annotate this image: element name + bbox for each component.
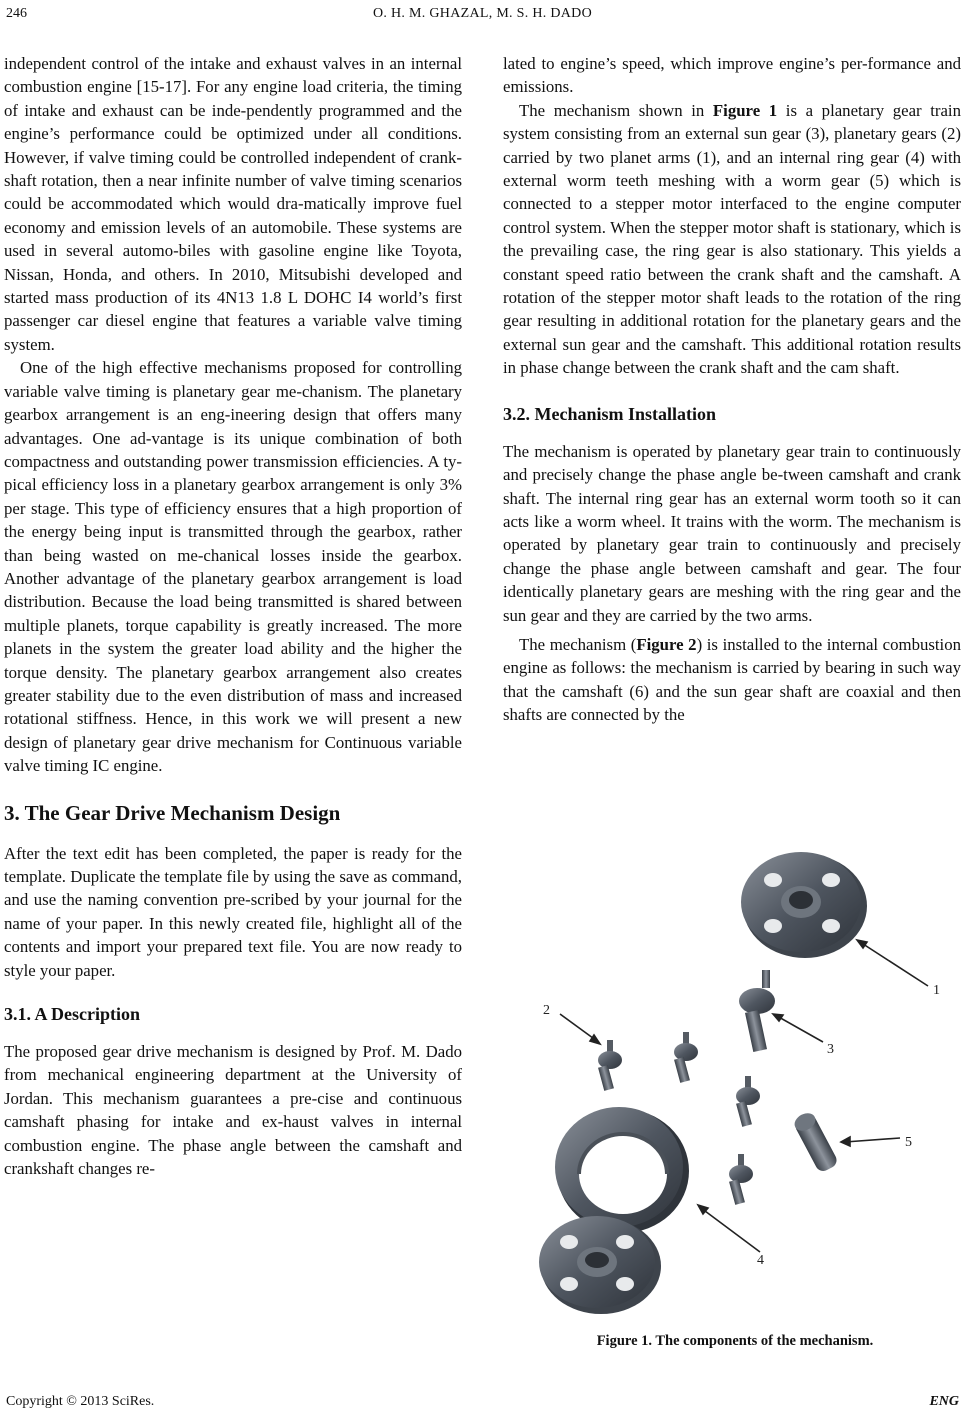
journal-abbreviation: ENG bbox=[929, 1394, 959, 1409]
ring-gear bbox=[555, 1107, 689, 1233]
callout-label-3: 3 bbox=[827, 1042, 834, 1057]
left-column bbox=[4, 52, 462, 1180]
planet-arm-disc-top bbox=[741, 852, 867, 958]
text-run: ) is installed to the internal combustion engine as follows: the mechanism is carried by bearing in such way that the camshaft (6) and the sun gear shaft are coaxial and then shafts are connected by the bbox=[503, 634, 961, 725]
paragraph: independent control of the intake and exhaust valves in an internal combustion engine [15-17]. For any engine load criteria, the timing of intake and exhaust can be inde-pendently programmed and the engine’s performance could be optimized under all conditions. However, if valve timing could be controlled independent of crank-shaft rotation, then a near infinite number of valve timing scenarios could be accommodated which would dra-matically improve fuel economy and emission levels of an automobile. These systems are used in several automo-biles with gasoline engine like Toyota, Nissan, Honda, and others. In 2010, Mitsubishi developed and started mass production of its 4N13 1.8 L DOHC I4 world’s first passenger car diesel engine that features a variable valve timing system. bbox=[4, 54, 462, 354]
figure-caption: Figure 1. The components of the mechanism. bbox=[596, 1333, 874, 1349]
planetary-gear bbox=[598, 1040, 622, 1091]
paragraph bbox=[503, 99, 961, 380]
section-heading: 3. The Gear Drive Mechanism Design bbox=[4, 800, 341, 825]
paragraph bbox=[503, 633, 961, 727]
paragraph: After the text edit has been completed, the paper is ready for the template. Duplicate the template file by using the save as command, and use the naming convention pre-scribed by your journal for the name of your paper. In this newly created file, highlight all of the contents and import your prepared text file. You are now ready to style your paper. bbox=[4, 843, 462, 980]
paragraph: The mechanism is operated by planetary gear train to continuously and precisely change the phase angle be-tween camshaft and crank shaft. The internal ring gear has an external worm tooth so it can acts like a worm wheel. It trains with the worm. The mechanism is operated by planetary gear train to continuously and precisely change the phase angle between camshaft and gear. The four identically planetary gears are meshing with the ring gear and the sun gear and they are carried by the two arms. bbox=[503, 441, 961, 625]
planetary-gear bbox=[736, 1076, 760, 1127]
page-number: 246 bbox=[6, 6, 27, 21]
subsection-heading: 3.1. A Description bbox=[4, 1004, 141, 1025]
callout-label-2: 2 bbox=[543, 1003, 550, 1018]
subsection-heading: 3.2. Mechanism Installation bbox=[503, 403, 717, 424]
exploded-view-illustration bbox=[505, 836, 965, 1326]
copyright-footer: Copyright © 2013 SciRes. bbox=[6, 1394, 155, 1409]
figure-mechanism-components bbox=[505, 836, 965, 1326]
paragraph: One of the high effective mechanisms proposed for controlling variable valve timing is planetary gear me-chanism. The planetary gearbox arrangement is an eng-ineering design that offers many advantages. One ad-vantage is its unique combination of both compactness and outstanding power transmission efficiencies. A ty-pical efficiency loss in a planetary gearbox arrangement is only 3% per stage. This type of efficiency ensures that a high proportion of the energy being input is transmitted through the gearbox, rather than being wasted on me-chanical losses inside the gearbox. Another advantage of the planetary gearbox arrangement is load distribution. Because the load being transmitted is shared between multiple planets, torque capability is greatly increased. The more planets in the system the greater load ability and the higher the torque density. The planetary gearbox arrangement also creates greater stability due to the even distribution of mass and increased rotational stiffness. Hence, in this work we will present a new design of planetary gear drive mechanism for Continuous variable valve timing IC engine. bbox=[4, 358, 462, 776]
planetary-gear bbox=[729, 1154, 753, 1205]
callout-label-5: 5 bbox=[905, 1135, 912, 1150]
figure-reference[interactable]: Figure 1 bbox=[712, 100, 778, 120]
callout-label-4: 4 bbox=[757, 1253, 764, 1268]
sun-gear bbox=[739, 970, 775, 1052]
text-run: is a planetary gear train system consisting from an external sun gear (3), planetary gears (2) carried by two planet arms (1), and an internal ring gear (4) with external worm teeth meshing with a worm gear (5) which is connected to a stepper motor interfaced to the engine computer control system. When the stepper motor shaft is stationary, which is the prevailing case, the ring gear is also stationary. This yields a constant speed ratio between the crank shaft and the camshaft. A rotation of the stepper motor shaft leads to the rotation of the ring gear resulting in additional rotation for the planetary gears and the external sun gear and the camshaft. This additional rotation results in phase change between the crank shaft and the cam shaft. bbox=[503, 100, 961, 378]
paragraph: The proposed gear drive mechanism is designed by Prof. M. Dado from mechanical engineering department at the University of Jordan. This mechanism guarantees a pre-cise and continuous camshaft phasing for intake and ex-haust valves in internal combustion engine. The phase angle between the camshaft and crankshaft changes re- bbox=[4, 1042, 462, 1179]
worm-gear bbox=[792, 1110, 840, 1174]
paragraph: lated to engine’s speed, which improve engine’s per-formance and emissions. bbox=[503, 54, 961, 97]
right-column bbox=[503, 52, 961, 727]
planetary-gear bbox=[674, 1032, 698, 1083]
callout-label-1: 1 bbox=[933, 983, 940, 998]
text-run: The mechanism shown in bbox=[519, 100, 713, 120]
text-run: The mechanism ( bbox=[519, 634, 637, 654]
figure-reference[interactable]: Figure 2 bbox=[636, 634, 697, 654]
running-header-authors: O. H. M. GHAZAL, M. S. H. DADO bbox=[373, 6, 592, 21]
planet-arm-disc-bottom bbox=[539, 1216, 661, 1314]
